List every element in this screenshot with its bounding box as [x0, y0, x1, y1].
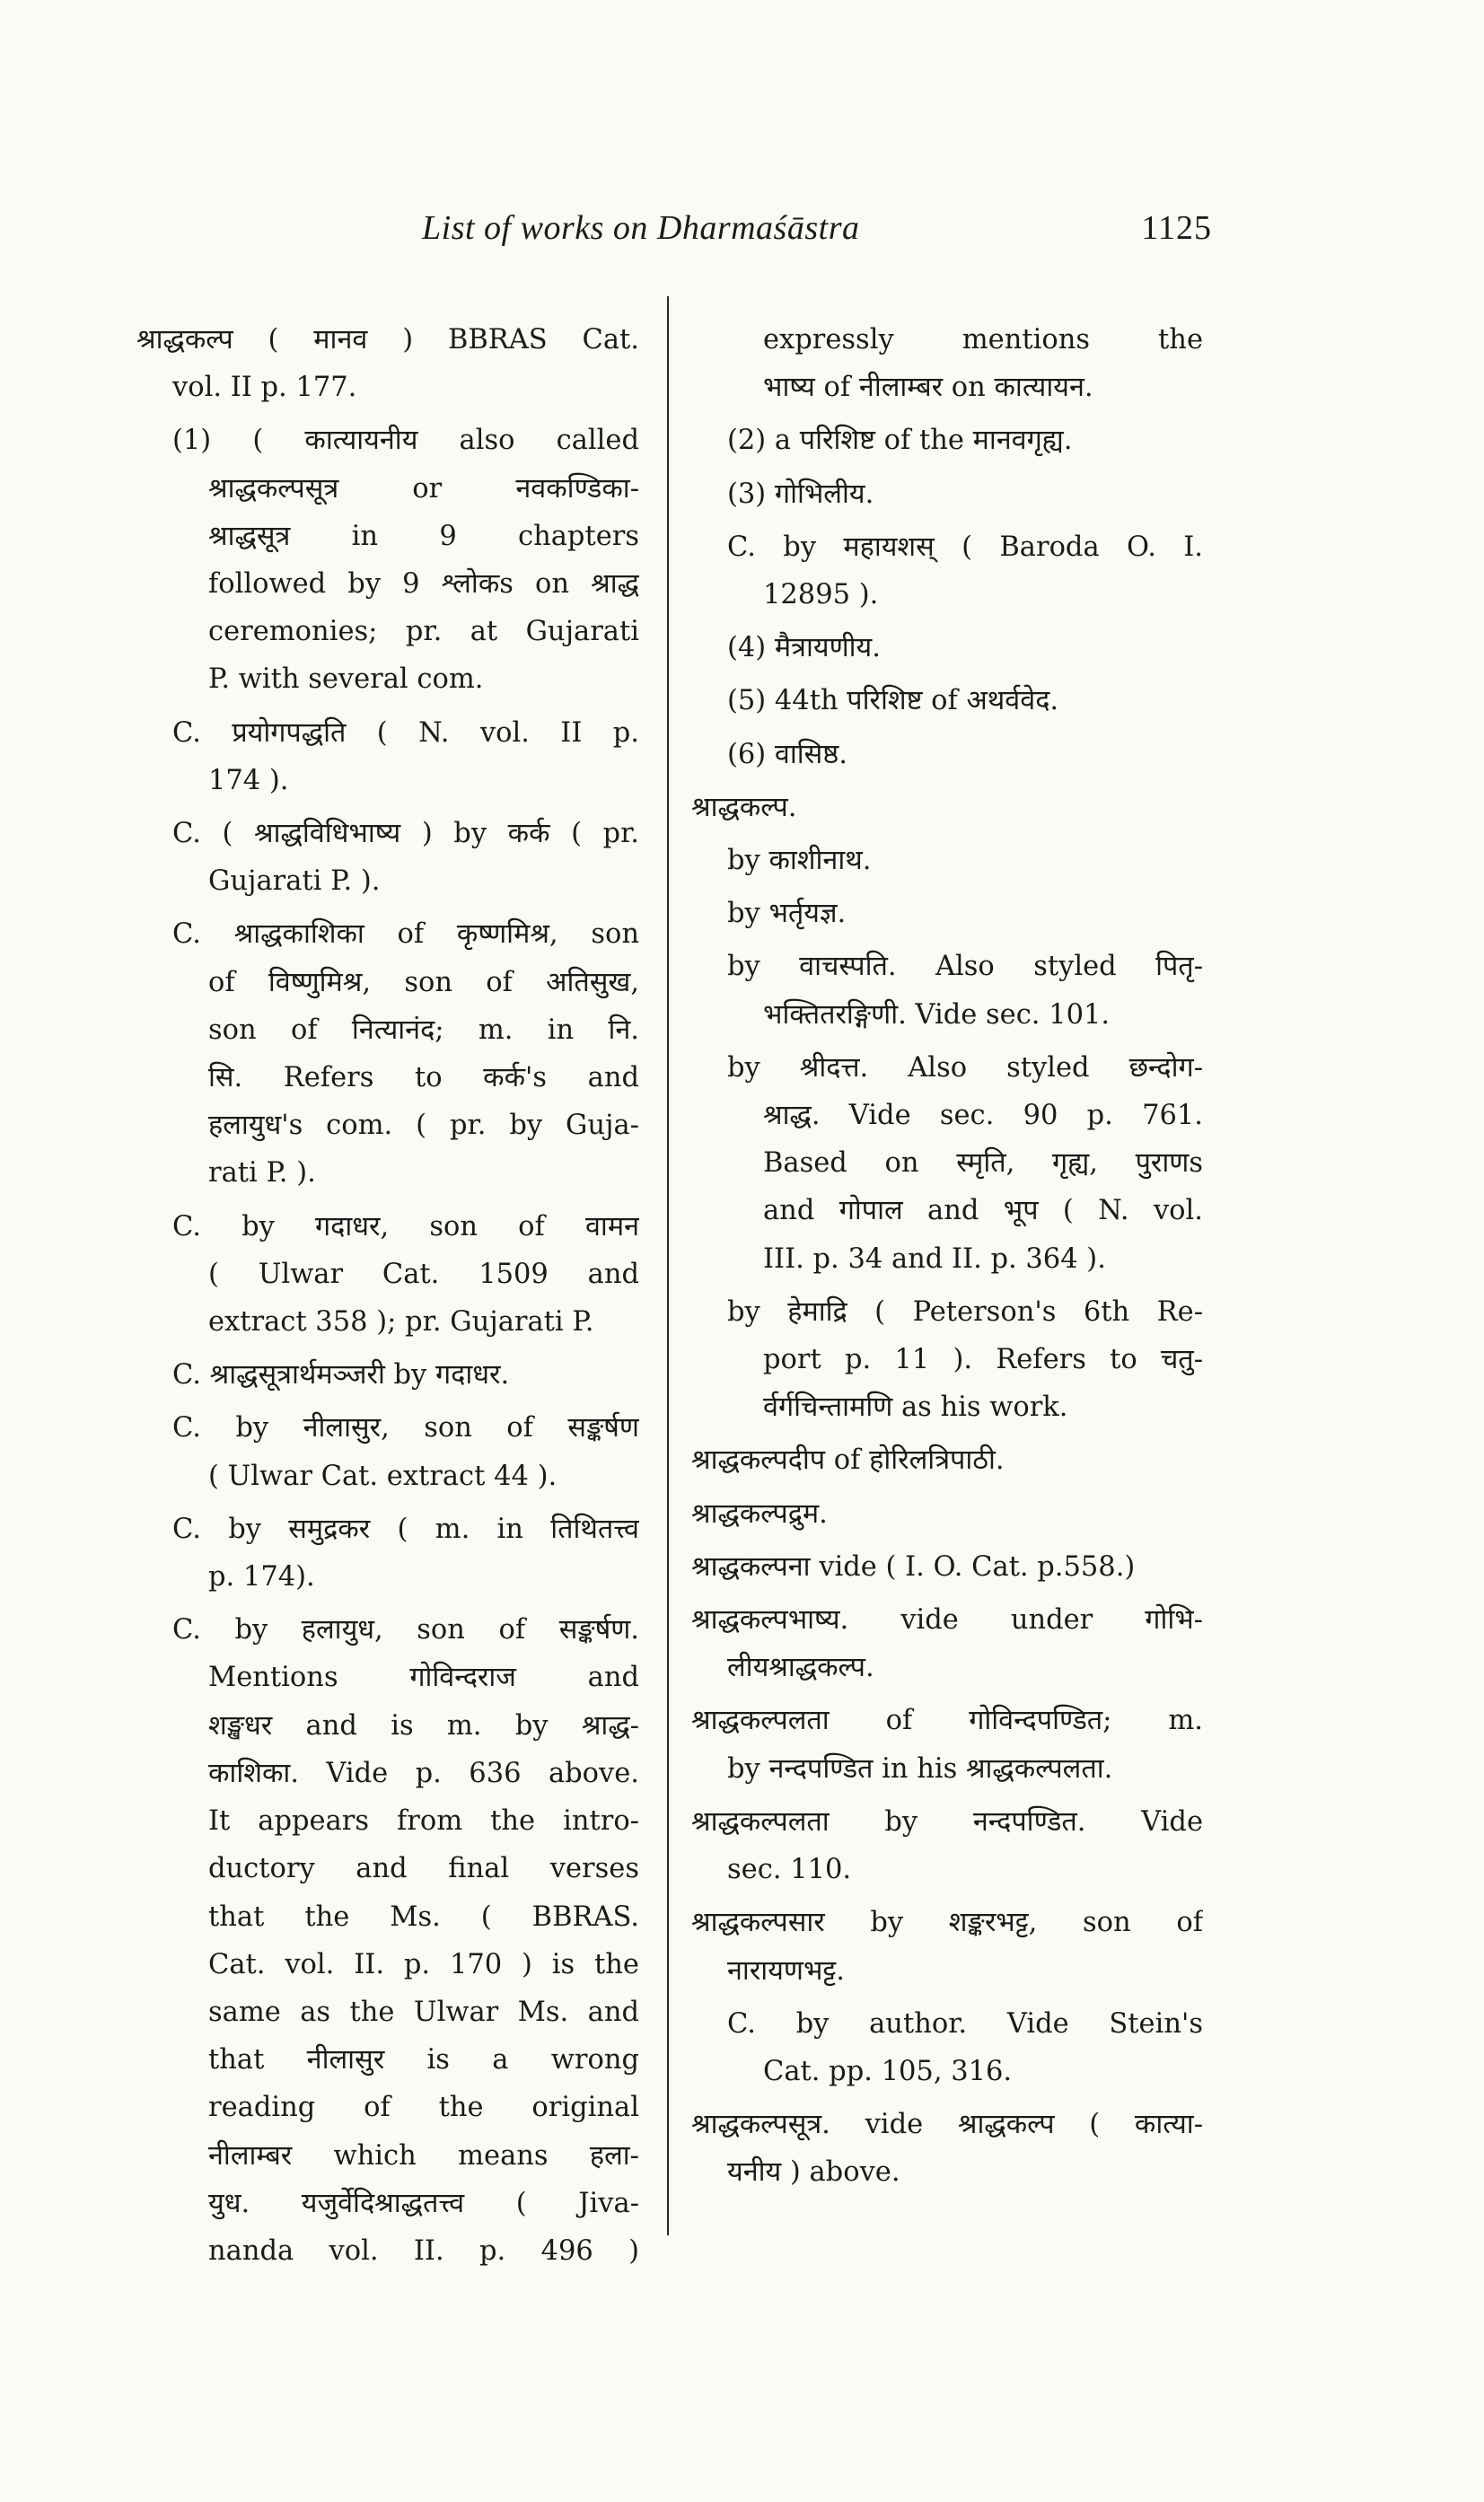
- entry-line: vol. II p. 177.: [172, 372, 357, 404]
- entry-line: श्राद्धकल्पभाष्य. vide under गोभि-: [691, 1604, 1203, 1637]
- entry-line: C. प्रयोगपद्धति ( N. vol. II p.: [172, 716, 639, 749]
- column-divider: [667, 296, 669, 2235]
- entry-line: reading of the original: [208, 2092, 639, 2124]
- entry-line: extract 358 ); pr. Gujarati P.: [208, 1306, 594, 1339]
- entry-line: C. by हलायुध, son of सङ्कर्षण.: [172, 1614, 639, 1646]
- index-entry: [691, 2101, 1203, 2196]
- entry-line: by वाचस्पति. Also styled पितृ-: [727, 951, 1203, 983]
- entry-line: Gujarati P. ).: [208, 865, 381, 898]
- entry-line: by नन्दपण्डित in his श्राद्धकल्पलता.: [727, 1752, 1113, 1785]
- page-number: 1125: [1141, 209, 1212, 247]
- entry-line: sec. 110.: [727, 1854, 852, 1886]
- entry-line: श्राद्धकल्पद्रुम.: [691, 1497, 828, 1530]
- entry-line: by श्रीदत्त. Also styled छन्दोग-: [727, 1051, 1203, 1084]
- left-column: [136, 316, 639, 2280]
- entry-line: श्राद्धकल्पदीप of होरिलत्रिपाठी.: [691, 1444, 1005, 1477]
- entry-line: nanda vol. II. p. 496 ): [208, 2234, 639, 2267]
- entry-line: 174 ).: [208, 764, 289, 796]
- entry-line: C. by author. Vide Stein's: [727, 2007, 1203, 2040]
- entry-line: लीयश्राद्धकल्प.: [727, 1652, 874, 1684]
- index-entry: [691, 1436, 1203, 1484]
- entry-line: C. ( श्राद्धविधिभाष्य ) by कर्क ( pr.: [172, 818, 639, 850]
- index-entry: [136, 417, 639, 703]
- entry-line: हलायुध's com. ( pr. by Guja-: [208, 1110, 639, 1142]
- entry-line: श्राद्धकल्पसूत्र or नवकण्डिका-: [208, 472, 639, 505]
- entry-line: that नीलासुर is a wrong: [208, 2044, 639, 2076]
- entry-line: Based on स्मृति, गृह्य, पुराणs: [763, 1147, 1203, 1180]
- index-entry: [691, 677, 1203, 724]
- index-entry: [136, 316, 639, 411]
- index-entry: [136, 1351, 639, 1399]
- entry-line: Cat. vol. II. p. 170 ) is the: [208, 1948, 639, 1980]
- entry-line: ductory and final verses: [208, 1853, 639, 1885]
- entry-line: Mentions गोविन्दराज and: [208, 1662, 639, 1694]
- entry-line: श्राद्धकल्पलता by नन्दपण्डित. Vide: [691, 1805, 1203, 1838]
- entry-line: (1) ( कात्यायनीय also called: [172, 425, 639, 457]
- index-entry: [691, 1899, 1203, 1994]
- right-column: [691, 316, 1203, 2202]
- running-title: List of works on Dharmaśāstra: [422, 209, 860, 247]
- entry-line: श्राद्धकल्प ( मानव ) BBRAS Cat.: [136, 324, 639, 356]
- entry-line: and गोपाल and भूप ( N. vol.: [763, 1195, 1203, 1227]
- entry-line: (4) मैत्रायणीय.: [727, 632, 881, 664]
- index-entry: [691, 417, 1203, 464]
- entry-line: यनीय ) above.: [727, 2156, 900, 2189]
- entry-line: 12895 ).: [763, 579, 879, 611]
- entry-line: that the Ms. ( BBRAS.: [208, 1901, 639, 1933]
- entry-line: same as the Ulwar Ms. and: [208, 1996, 639, 2028]
- index-entry: [691, 731, 1203, 778]
- entry-line: p. 174).: [208, 1561, 315, 1593]
- entry-line: श्राद्धकल्पलता of गोविन्दपण्डित; m.: [691, 1705, 1203, 1737]
- entry-line: III. p. 34 and II. p. 364 ).: [763, 1242, 1106, 1275]
- entry-line: श्राद्धकल्पसूत्र. vide श्राद्धकल्प ( कात्या-: [691, 2109, 1203, 2141]
- entry-line: Cat. pp. 105, 316.: [763, 2055, 1013, 2087]
- index-entry: [691, 1044, 1203, 1283]
- entry-line: श्राद्धकल्पना vide ( I. O. Cat. p.558.): [691, 1550, 1136, 1583]
- entry-line: by हेमाद्रि ( Peterson's 6th Re-: [727, 1295, 1203, 1328]
- entry-line: C. by महायशस् ( Baroda O. I.: [727, 531, 1203, 563]
- index-entry: [136, 1203, 639, 1347]
- entry-line: र्वर्गचिन्तामणि as his work.: [763, 1391, 1068, 1424]
- entry-line: श्राद्धसूत्र in 9 chapters: [208, 520, 639, 552]
- entry-line: श्राद्धकल्पसार by शङ्करभट्ट, son of: [691, 1907, 1203, 1939]
- entry-line: of विष्णुमिश्र, son of अतिसुख,: [208, 966, 639, 998]
- entry-line: (3) गोभिलीय.: [727, 478, 874, 510]
- entry-line: नीलाम्बर which means हला-: [208, 2139, 639, 2172]
- index-entry: [691, 2000, 1203, 2095]
- entry-line: ceremonies; pr. at Gujarati: [208, 616, 639, 648]
- index-entry: [136, 1506, 639, 1601]
- index-entry: [691, 1543, 1203, 1591]
- index-entry: [136, 1606, 639, 2275]
- entry-line: son of नित्यानंद; m. in नि.: [208, 1014, 639, 1046]
- entry-line: by काशीनाथ.: [727, 845, 872, 877]
- entry-line: युध. यजुर्वेदिश्राद्धतत्त्व ( Jiva-: [208, 2187, 639, 2219]
- index-entry: [136, 910, 639, 1197]
- entry-line: श्राद्धकल्प.: [691, 791, 797, 823]
- entry-line: नारायणभट्ट.: [727, 1954, 845, 1987]
- index-entry: [691, 1288, 1203, 1432]
- entry-line: C. by समुद्रकर ( m. in तिथितत्त्व: [172, 1513, 639, 1545]
- entry-line: (2) a परिशिष्ट of the मानवगृह्य.: [727, 425, 1073, 457]
- index-entry: [691, 470, 1203, 518]
- entry-line: expressly mentions the: [763, 324, 1203, 356]
- index-entry: [691, 624, 1203, 672]
- index-entry: [691, 837, 1203, 884]
- entry-line: C. श्राद्धकाशिका of कृष्णमिश्र, son: [172, 918, 639, 951]
- index-entry: [136, 709, 639, 804]
- index-entry: [691, 890, 1203, 937]
- index-entry: [691, 523, 1203, 619]
- entry-line: ( Ulwar Cat. 1509 and: [208, 1258, 639, 1290]
- index-entry: [691, 1798, 1203, 1893]
- index-entry: [691, 784, 1203, 831]
- entry-line: (6) वासिष्ठ.: [727, 738, 847, 770]
- entry-line: It appears from the intro-: [208, 1805, 639, 1838]
- running-header: [422, 208, 1212, 262]
- entry-line: भक्तितरङ्गिणी. Vide sec. 101.: [763, 998, 1111, 1031]
- index-entry: [691, 943, 1203, 1038]
- index-entry: [691, 1596, 1203, 1691]
- index-entry: [691, 1490, 1203, 1538]
- entry-line: श्राद्ध. Vide sec. 90 p. 761.: [763, 1100, 1203, 1132]
- entry-line: C. श्राद्धसूत्रार्थमञ्जरी by गदाधर.: [172, 1359, 510, 1391]
- entry-line: ( Ulwar Cat. extract 44 ).: [208, 1460, 558, 1492]
- index-entry: [136, 1404, 639, 1499]
- index-entry: [691, 1697, 1203, 1792]
- index-entry: [691, 316, 1203, 411]
- entry-line: port p. 11 ). Refers to चतु-: [763, 1344, 1203, 1376]
- entry-line: शङ्खधर and is m. by श्राद्ध-: [208, 1709, 639, 1742]
- entry-line: P. with several com.: [208, 663, 484, 696]
- entry-line: C. by नीलासुर, son of सङ्कर्षण: [172, 1412, 639, 1444]
- entry-line: rati P. ).: [208, 1157, 316, 1190]
- entry-line: C. by गदाधर, son of वामन: [172, 1210, 639, 1242]
- entry-line: सि. Refers to कर्क's and: [208, 1062, 639, 1094]
- entry-line: काशिका. Vide p. 636 above.: [208, 1757, 639, 1789]
- entry-line: भाष्य of नीलाम्बर on कात्यायन.: [763, 372, 1093, 404]
- entry-line: (5) 44th परिशिष्ट of अथर्ववेद.: [727, 685, 1059, 717]
- index-entry: [136, 810, 639, 905]
- entry-line: by भर्तृयज्ञ.: [727, 898, 847, 930]
- entry-line: followed by 9 श्लोकs on श्राद्ध: [208, 568, 639, 601]
